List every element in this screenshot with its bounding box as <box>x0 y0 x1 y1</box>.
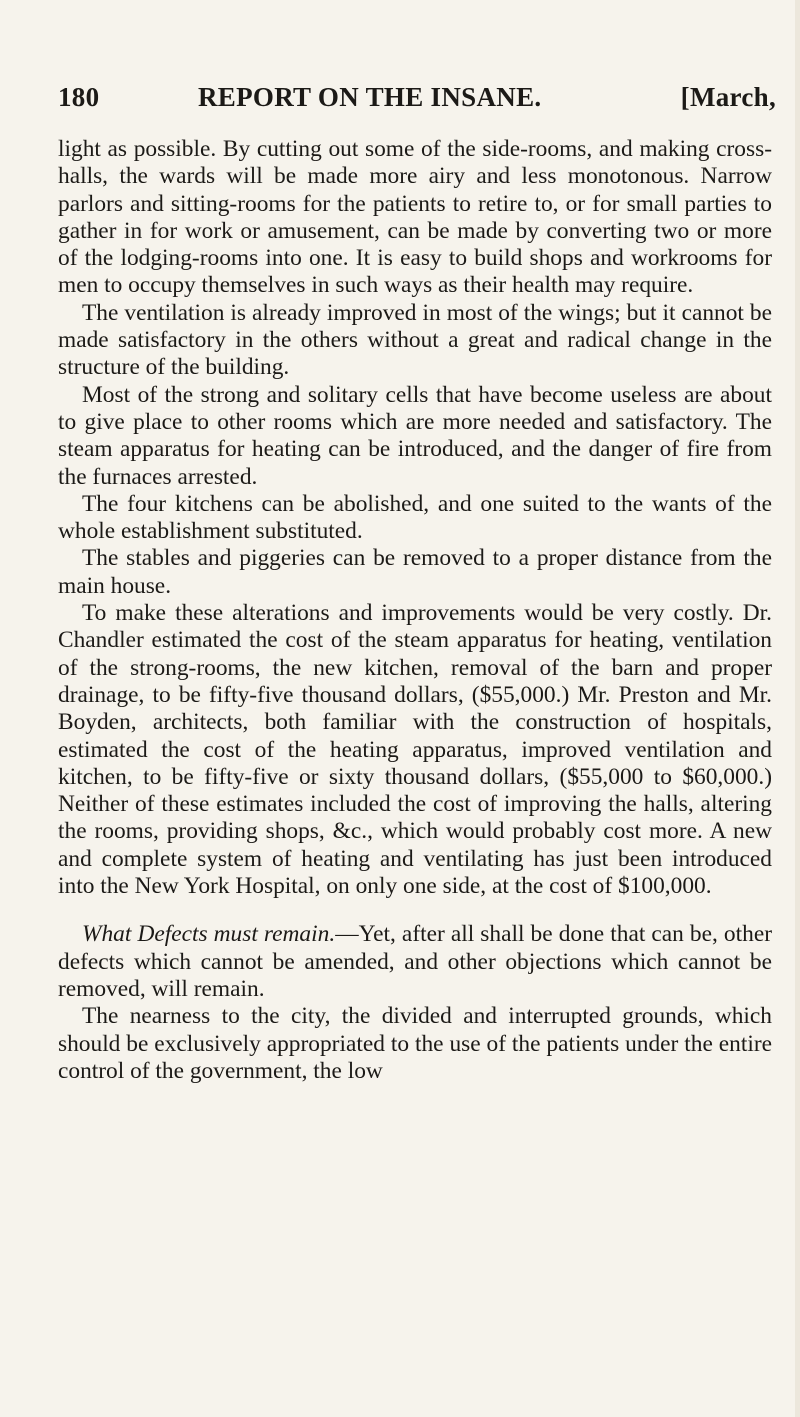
page-number: 180 <box>58 82 100 112</box>
paragraph-defects <box>58 921 772 1003</box>
section-sidehead: What Defects must remain. <box>82 921 336 948</box>
paragraph-costs: To make these alterations and improvements would be very costly. Dr. Chandler estimated the cost of the steam apparatus for heating, ventilation of the strong-rooms, the new kitchen, removal of the barn and proper drainage, to be fifty-five thousand dollars, ($55,000.) Mr. Preston and Mr. Boyden, architects, both familiar with the construction of hospitals, estimated the cost of the heating apparatus, improved ventilation and kitchen, to be fifty-five or sixty thousand dollars, ($55,000 to $60,000.) Neither of these estimates included the cost of improving the halls, altering the rooms, providing shops, &c., which would probably cost more. A new and complete system of heating and ventilating has just been introduced into the New York Hospital, on only one side, at the cost of $100,000. <box>58 600 772 900</box>
paragraph-kitchens: The four kitchens can be abolished, and one suited to the wants of the whole establishment substituted. <box>58 490 772 545</box>
body-text <box>58 136 772 1085</box>
section-text: —Yet, after all shall be done that can be, other defects which cannot be amended, and other objections which cannot be removed, will remain. <box>58 921 772 1002</box>
paragraph-nearness: The nearness to the city, the divided and interrupted grounds, which should be exclusively appropriated to the use of the patients under the entire control of the government, the low <box>58 1003 772 1084</box>
paragraph-continuation: light as possible. By cutting out some of the side-rooms, and making cross-halls, the wards will be made more airy and less monotonous. Narrow parlors and sitting-rooms for the patients to retire to, or for small parties to gather in for work or amusement, can be made by converting two or more of the lodging-rooms into one. It is easy to build shops and workrooms for men to occupy themselves in such ways as their health may require. <box>58 136 772 299</box>
running-date: [March, <box>680 82 776 112</box>
running-title: REPORT ON THE INSANE. <box>198 82 542 112</box>
paragraph-stables: The stables and piggeries can be removed to a proper distance from the main house. <box>58 545 772 599</box>
page-edge <box>795 0 800 1417</box>
paragraph-cells: Most of the strong and solitary cells that have become useless are about to give place to other rooms which are more needed and satisfactory. The steam apparatus for heating can be introduced, and the danger of fire from the furnaces arrested. <box>58 381 772 490</box>
running-head <box>58 82 776 122</box>
paragraph-ventilation: The ventilation is already improved in most of the wings; but it cannot be made satisfactory in the others without a great and radical change in the structure of the building. <box>58 299 772 381</box>
